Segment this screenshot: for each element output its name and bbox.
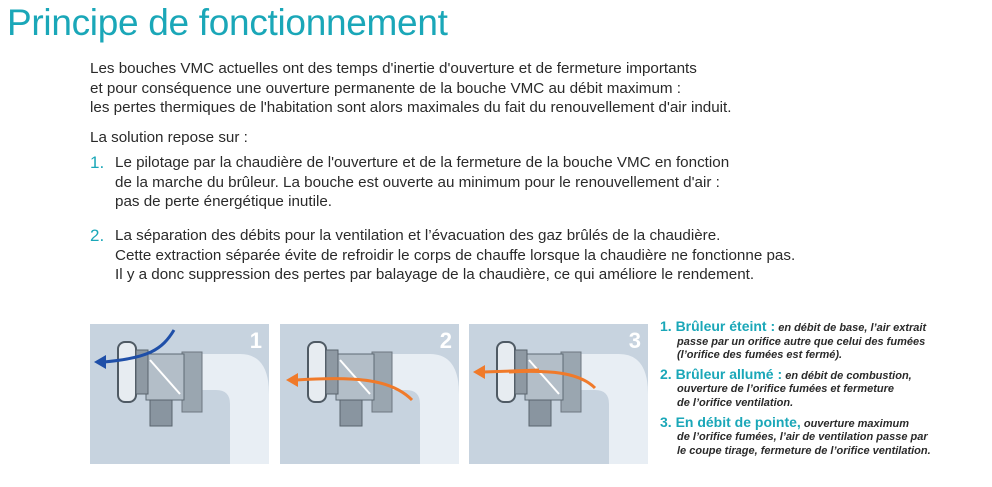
grille-face xyxy=(118,342,136,402)
legend-text: en débit de combustion, xyxy=(782,369,912,382)
item-line: pas de perte énergétique inutile. xyxy=(115,193,333,210)
panel-number: 1 xyxy=(249,328,262,353)
duct-elbow xyxy=(579,354,648,464)
intro-paragraph xyxy=(90,59,732,118)
legend-head: 1. Brûleur éteint : xyxy=(660,318,776,334)
panel-number: 3 xyxy=(628,328,641,353)
grille-face xyxy=(308,342,326,402)
item-line: de la marche du brûleur. La bouche est ouverte au minimum pour le renouvellement d'air : xyxy=(115,173,720,191)
legend-line: de l’orifice ventilation. xyxy=(677,396,794,409)
item-line: Le pilotage par la chaudière de l'ouverture et de la fermeture de la bouche VMC en fonction xyxy=(115,154,730,171)
duct-collar xyxy=(182,352,202,412)
page-title: Principe de fonctionnement xyxy=(7,2,448,43)
legend-line: passe par un orifice autre que celui des fumées xyxy=(677,335,926,348)
duct-elbow xyxy=(200,354,269,464)
item-line: Cette extraction séparée évite de refroidir le corps de chauffe lorsque la chaudière ne fonctionne pas. xyxy=(115,246,796,264)
solution-item-2 xyxy=(90,226,795,285)
legend-item-3 xyxy=(660,413,990,459)
panel-number: 2 xyxy=(439,328,452,353)
arrow-path-3b xyxy=(483,370,539,372)
arrow-head-3 xyxy=(473,365,485,379)
intro-line: Les bouches VMC actuelles ont des temps d'inertie d'ouverture et de fermeture importants xyxy=(90,60,697,77)
legend-line: le coupe tirage, fermeture de l’orifice ventilation. xyxy=(677,444,931,457)
vent-diagram-2 xyxy=(280,324,459,464)
intro-line: et pour conséquence une ouverture permanente de la bouche VMC au débit maximum : xyxy=(90,79,681,97)
legend-item-2 xyxy=(660,365,990,411)
duct-collar xyxy=(561,352,581,412)
solution-item-1 xyxy=(90,153,729,212)
legend-head: 3. En débit de pointe, xyxy=(660,413,801,430)
legend-line: (l’orifice des fumées est fermé). xyxy=(677,349,843,362)
diagram-panel-3 xyxy=(469,324,648,464)
vent-diagram-3 xyxy=(469,324,648,464)
item-line: Il y a donc suppression des pertes par balayage de la chaudière, ce qui améliore le rendement. xyxy=(115,266,755,283)
legend-text: ouverture maximum xyxy=(800,417,909,430)
solution-lead: La solution repose sur : xyxy=(90,129,248,146)
legend-line: ouverture de l’orifice fumées et fermeture xyxy=(677,383,895,396)
motor-box xyxy=(340,400,362,426)
item-number: 2. xyxy=(90,226,105,245)
diagram-panel-2 xyxy=(280,324,459,464)
legend xyxy=(660,320,990,463)
arrow-head-1 xyxy=(94,355,106,369)
legend-head: 2. Brûleur allumé : xyxy=(660,365,783,382)
vent-diagram-1 xyxy=(90,324,269,464)
legend-text: en débit de base, l’air extrait xyxy=(775,322,927,334)
grille-frame xyxy=(326,350,338,394)
legend-item-1 xyxy=(660,320,990,363)
item-line: La séparation des débits pour la ventilation et l’évacuation des gaz brûlés de la chaudière. xyxy=(115,227,721,244)
legend-line: de l’orifice fumées, l’air de ventilation passe par xyxy=(677,431,928,444)
arrow-head-2 xyxy=(286,373,298,387)
motor-box xyxy=(150,400,172,426)
motor-box xyxy=(529,400,551,426)
diagram-panel-1 xyxy=(90,324,269,464)
duct-elbow xyxy=(390,354,459,464)
item-number: 1. xyxy=(90,153,105,172)
intro-line: les pertes thermiques de l'habitation sont alors maximales du fait du renouvellement d'air induit. xyxy=(90,99,732,116)
